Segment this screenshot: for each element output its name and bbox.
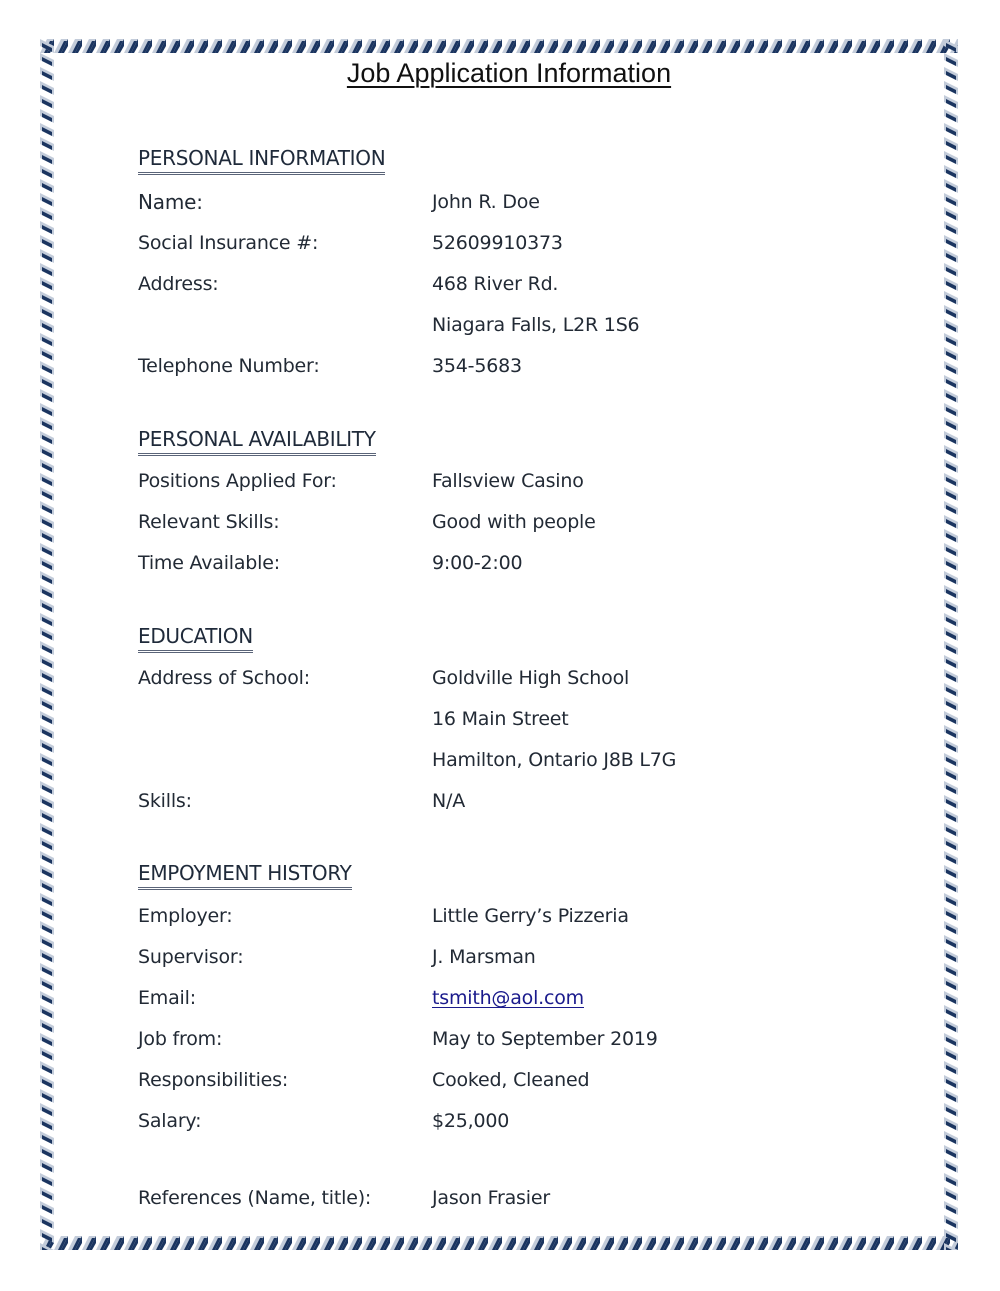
field-value: N/A xyxy=(432,790,466,812)
field-row-school-address-line-2 xyxy=(138,706,898,732)
field-label: Salary: xyxy=(138,1110,202,1132)
field-label: Employer: xyxy=(138,905,233,927)
field-label: Time Available: xyxy=(138,552,280,574)
field-row-school-address-line-3 xyxy=(138,747,898,773)
field-row-email xyxy=(138,985,898,1011)
field-row-references xyxy=(138,1185,898,1211)
section-heading-personal-information: PERSONAL INFORMATION xyxy=(138,146,385,175)
field-value: Cooked, Cleaned xyxy=(432,1069,590,1091)
field-label: Name: xyxy=(138,190,203,214)
field-row-telephone xyxy=(138,353,898,379)
field-label: Responsibilities: xyxy=(138,1069,289,1091)
field-label: Address of School: xyxy=(138,667,310,689)
field-value: J. Marsman xyxy=(432,946,536,968)
document-title: Job Application Information xyxy=(346,58,672,88)
field-value: 52609910373 xyxy=(432,232,563,254)
field-row-positions-applied xyxy=(138,468,898,494)
field-row-school-address xyxy=(138,665,898,691)
field-label: Telephone Number: xyxy=(138,355,320,377)
field-row-address xyxy=(138,271,898,297)
field-row-salary xyxy=(138,1108,898,1134)
field-value: 468 River Rd. xyxy=(432,273,559,295)
field-row-employer xyxy=(138,903,898,929)
field-row-responsibilities xyxy=(138,1067,898,1093)
decorative-border-bottom xyxy=(40,1236,958,1250)
field-row-relevant-skills xyxy=(138,509,898,535)
email-link[interactable]: tsmith@aol.com xyxy=(432,987,584,1009)
field-row-name xyxy=(138,189,898,215)
decorative-border-top xyxy=(40,39,958,53)
field-value: Fallsview Casino xyxy=(432,470,584,492)
decorative-border-left xyxy=(40,39,54,1250)
field-row-job-from xyxy=(138,1026,898,1052)
field-label: Address: xyxy=(138,273,219,295)
field-label: Social Insurance #: xyxy=(138,232,319,254)
field-value: Good with people xyxy=(432,511,596,533)
field-row-time-available xyxy=(138,550,898,576)
section-heading-education: EDUCATION xyxy=(138,624,253,653)
field-label: Job from: xyxy=(138,1028,223,1050)
section-heading-personal-availability: PERSONAL AVAILABILITY xyxy=(138,427,376,456)
field-value: 16 Main Street xyxy=(432,708,569,730)
field-label: Positions Applied For: xyxy=(138,470,337,492)
field-label: Relevant Skills: xyxy=(138,511,280,533)
field-label: Skills: xyxy=(138,790,192,812)
field-row-social-insurance xyxy=(138,230,898,256)
field-value: Niagara Falls, L2R 1S6 xyxy=(432,314,640,336)
decorative-border-right xyxy=(944,39,958,1250)
field-row-address-line-2 xyxy=(138,312,898,338)
field-value: Little Gerry’s Pizzeria xyxy=(432,905,629,927)
section-heading-employment-history: EMPOYMENT HISTORY xyxy=(138,861,352,890)
field-value: 354-5683 xyxy=(432,355,522,377)
field-value: $25,000 xyxy=(432,1110,510,1132)
field-value: Jason Frasier xyxy=(432,1187,550,1209)
field-label: References (Name, title): xyxy=(138,1187,372,1209)
field-value: Goldville High School xyxy=(432,667,630,689)
field-row-education-skills xyxy=(138,788,898,814)
field-value: May to September 2019 xyxy=(432,1028,658,1050)
field-value: John R. Doe xyxy=(432,191,540,213)
field-label: Email: xyxy=(138,987,196,1009)
field-row-supervisor xyxy=(138,944,898,970)
field-value: 9:00-2:00 xyxy=(432,552,523,574)
field-value: Hamilton, Ontario J8B L7G xyxy=(432,749,677,771)
field-label: Supervisor: xyxy=(138,946,244,968)
